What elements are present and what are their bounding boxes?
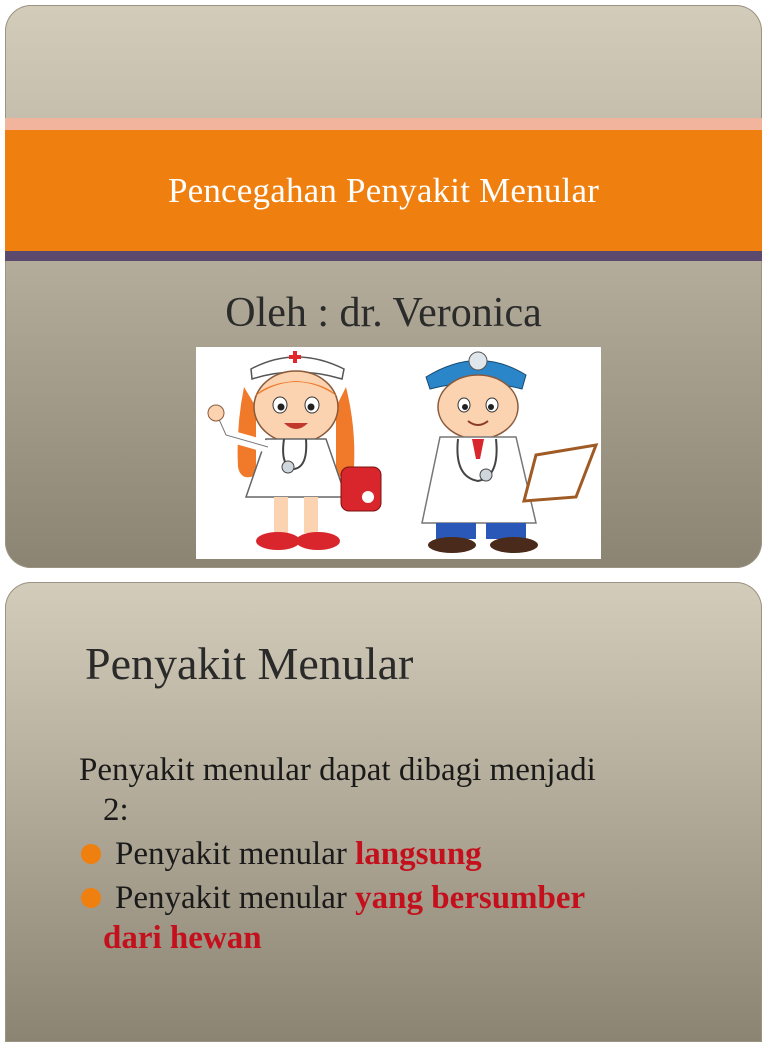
intro-line: Penyakit menular dapat dibagi menjadi (79, 752, 596, 788)
title-band (5, 130, 762, 251)
doctor-figure (422, 352, 596, 553)
nurse-figure (208, 351, 381, 550)
intro-line-continued: 2: (103, 792, 129, 828)
bullet-highlight: langsung (355, 836, 482, 872)
bullet-text: Penyakit menular (115, 836, 356, 872)
bullet-dot-icon (81, 844, 101, 864)
bullet-item (79, 834, 739, 874)
nurse-doctor-illustration (196, 347, 601, 559)
body-text (79, 750, 739, 958)
slide-title: Pencegahan Penyakit Menular (167, 170, 600, 210)
bullet-dot-icon (81, 888, 101, 908)
bullet-highlight: yang bersumber (355, 880, 586, 916)
bullet-text: Penyakit menular (115, 880, 356, 916)
accent-stripe (5, 118, 762, 130)
bullet-highlight-continued: dari hewan (103, 920, 262, 956)
slide-2 (5, 582, 762, 1042)
divider-stripe (5, 251, 762, 261)
section-title: Penyakit Menular (85, 638, 414, 689)
bullet-item (79, 878, 739, 918)
slide-1 (5, 5, 762, 568)
author-subtitle: Oleh : dr. Veronica (225, 290, 542, 336)
